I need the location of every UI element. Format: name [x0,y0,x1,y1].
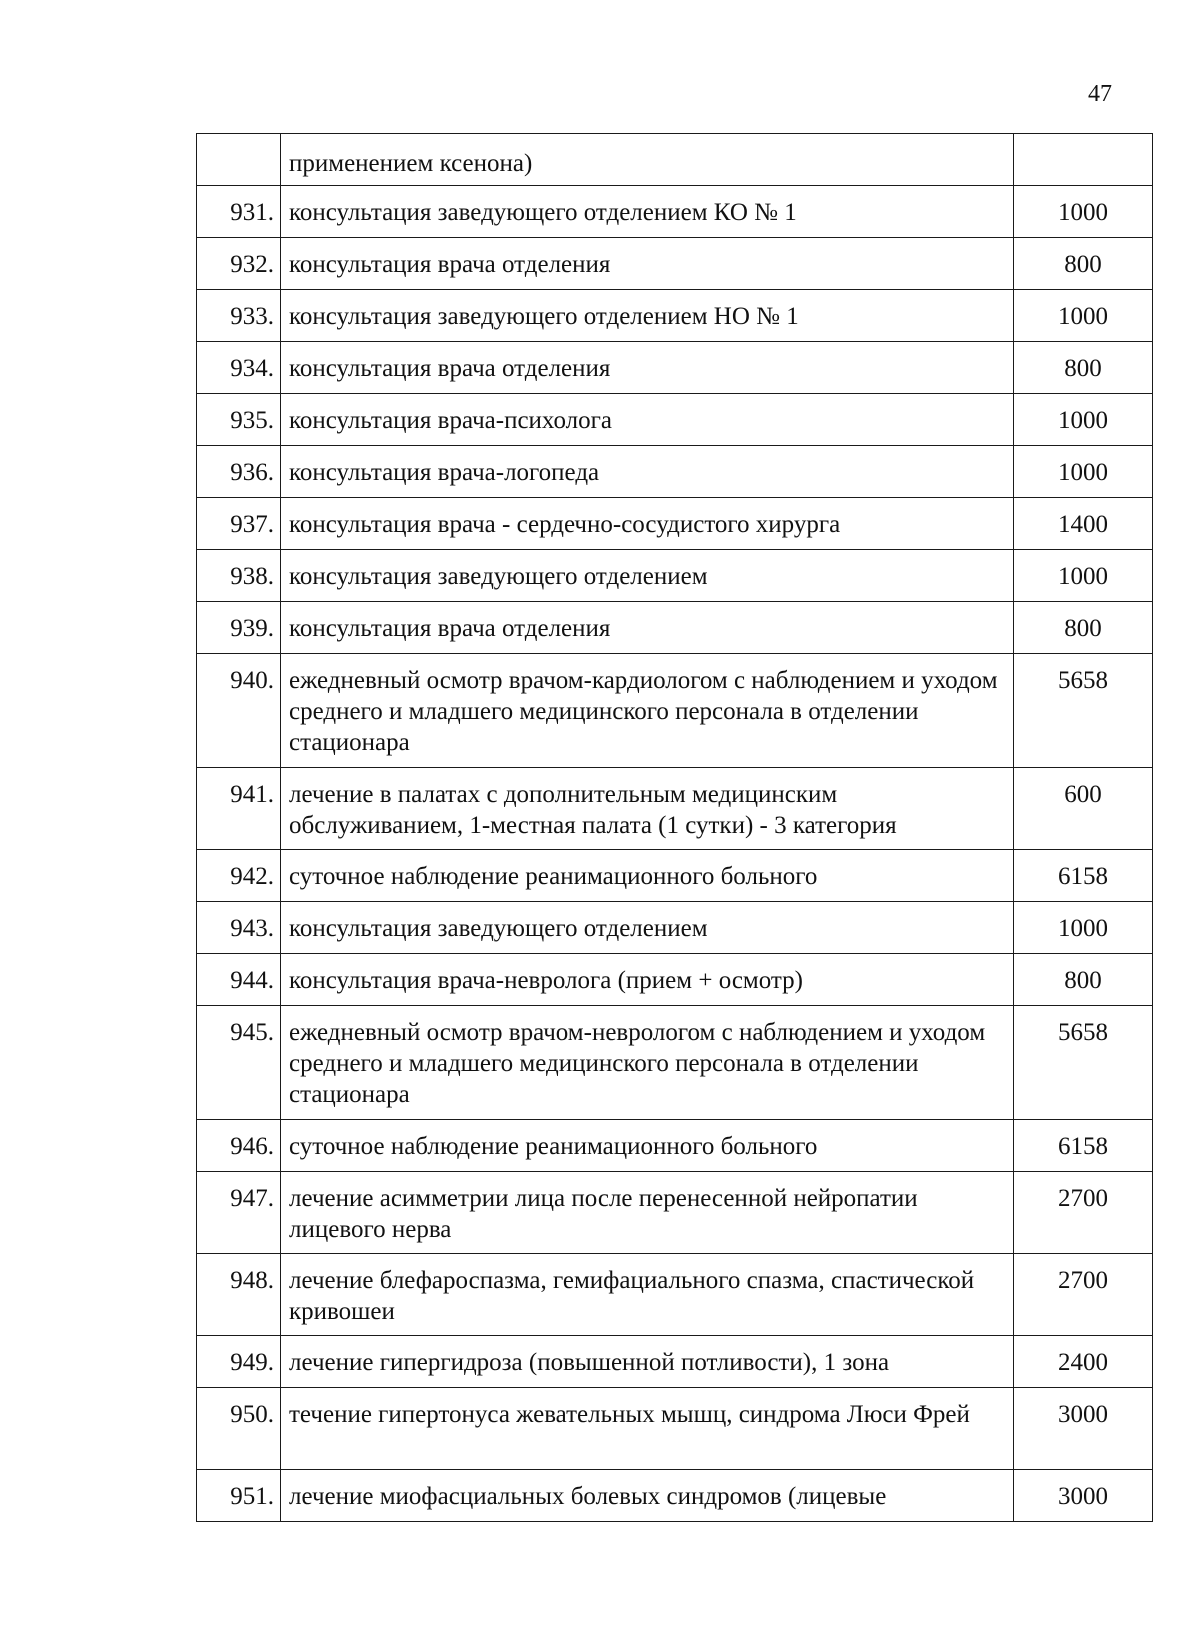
row-number: 935. [197,394,281,446]
service-price: 800 [1014,954,1153,1006]
table-row [197,1172,1153,1254]
service-description: консультация врача-психолога [281,394,1014,446]
table-row [197,342,1153,394]
service-description: консультация врача отделения [281,342,1014,394]
table-row [197,186,1153,238]
service-description: консультация заведующего отделением [281,902,1014,954]
service-price: 5658 [1014,1006,1153,1120]
service-description: консультация врача - сердечно-сосудистого хирурга [281,498,1014,550]
service-description: суточное наблюдение реанимационного больного [281,850,1014,902]
row-number: 951. [197,1470,281,1522]
service-description: лечение блефароспазма, гемифациального спазма, спастической кривошеи [281,1254,1014,1336]
row-number: 934. [197,342,281,394]
service-price: 1000 [1014,446,1153,498]
row-number: 933. [197,290,281,342]
row-number: 944. [197,954,281,1006]
row-number: 948. [197,1254,281,1336]
table-row [197,1336,1153,1388]
service-price: 1400 [1014,498,1153,550]
service-description: консультация заведующего отделением КО № 1 [281,186,1014,238]
service-price: 800 [1014,342,1153,394]
row-number: 943. [197,902,281,954]
table-row [197,1388,1153,1470]
row-number: 936. [197,446,281,498]
service-description: консультация врача отделения [281,602,1014,654]
price-table [196,133,1153,1522]
row-number: 949. [197,1336,281,1388]
table-row [197,290,1153,342]
service-description: ежедневный осмотр врачом-неврологом с наблюдением и уходом среднего и младшего медицинского персонала в отделении стационара [281,1006,1014,1120]
table-row [197,550,1153,602]
service-price [1014,134,1153,186]
row-number: 938. [197,550,281,602]
service-price: 1000 [1014,290,1153,342]
service-price: 1000 [1014,550,1153,602]
service-description: лечение гипергидроза (повышенной потливости), 1 зона [281,1336,1014,1388]
table-row [197,850,1153,902]
service-price: 800 [1014,602,1153,654]
table-row [197,654,1153,768]
table-row [197,768,1153,850]
row-number: 942. [197,850,281,902]
service-price: 2700 [1014,1172,1153,1254]
service-description: консультация заведующего отделением НО № 1 [281,290,1014,342]
service-description: лечение миофасциальных болевых синдромов (лицевые [281,1470,1014,1522]
row-number: 950. [197,1388,281,1470]
row-number: 947. [197,1172,281,1254]
service-price: 1000 [1014,186,1153,238]
table-row [197,238,1153,290]
service-price: 6158 [1014,850,1153,902]
row-number: 937. [197,498,281,550]
row-number: 945. [197,1006,281,1120]
table-row [197,1470,1153,1522]
table-row [197,902,1153,954]
service-description: консультация врача отделения [281,238,1014,290]
service-price: 5658 [1014,654,1153,768]
service-description: суточное наблюдение реанимационного больного [281,1120,1014,1172]
service-description: применением ксенона) [281,134,1014,186]
table-row [197,394,1153,446]
service-price: 2700 [1014,1254,1153,1336]
service-price: 1000 [1014,902,1153,954]
service-description: лечение асимметрии лица после перенесенной нейропатии лицевого нерва [281,1172,1014,1254]
service-price: 1000 [1014,394,1153,446]
service-description: консультация врача-логопеда [281,446,1014,498]
service-description: ежедневный осмотр врачом-кардиологом с наблюдением и уходом среднего и младшего медицинского персонала в отделении стационара [281,654,1014,768]
table-row [197,1254,1153,1336]
table-row [197,446,1153,498]
service-price: 2400 [1014,1336,1153,1388]
service-price: 800 [1014,238,1153,290]
table-row [197,498,1153,550]
row-number [197,134,281,186]
service-description: течение гипертонуса жевательных мышц, синдрома Люси Фрей [281,1388,1014,1470]
service-description: консультация заведующего отделением [281,550,1014,602]
row-number: 939. [197,602,281,654]
page-number: 47 [1088,81,1112,107]
service-price: 600 [1014,768,1153,850]
table-row [197,602,1153,654]
table-row [197,954,1153,1006]
service-price: 3000 [1014,1470,1153,1522]
table-row [197,1006,1153,1120]
row-number: 941. [197,768,281,850]
service-description: консультация врача-невролога (прием + осмотр) [281,954,1014,1006]
row-number: 946. [197,1120,281,1172]
row-number: 931. [197,186,281,238]
table-row [197,1120,1153,1172]
service-price: 3000 [1014,1388,1153,1470]
table-row [197,134,1153,186]
row-number: 940. [197,654,281,768]
row-number: 932. [197,238,281,290]
service-price: 6158 [1014,1120,1153,1172]
service-description: лечение в палатах с дополнительным медицинским обслуживанием, 1-местная палата (1 сутки) - 3 категория [281,768,1014,850]
